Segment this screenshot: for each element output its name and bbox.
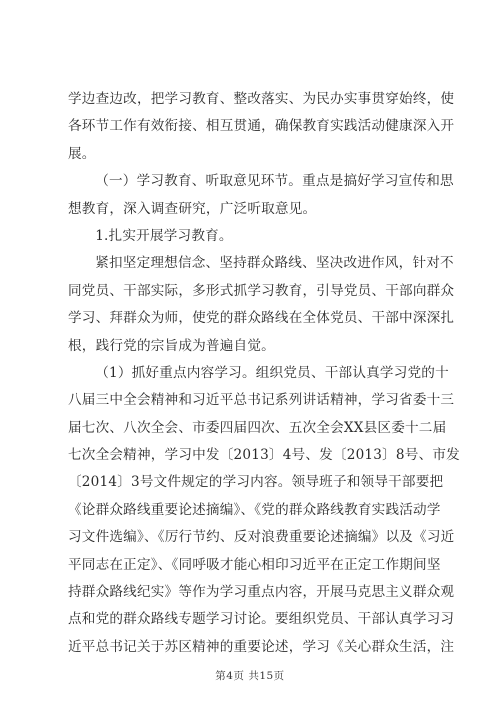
text-line: 近平总书记关于苏区精神的重要论述，学习《关心群众生活，注 xyxy=(68,638,455,655)
text-line: 习文件选编》、《厉行节约、反对浪费重要论述摘编》以及《习近 xyxy=(68,529,455,546)
page-footer: 第4页 共15页 xyxy=(215,670,285,682)
text-line: 点和党的群众路线专题学习讨论。要组织党员、干部认真学习习 xyxy=(68,611,455,628)
text-line: 〔2014〕3号文件规定的学习内容。领导班子和领导干部要把 xyxy=(68,474,444,491)
text-line: 八届三中全会精神和习近平总书记系列讲话精神，学习省委十三 xyxy=(68,392,455,409)
text-line: 展。 xyxy=(68,145,96,162)
text-line: 各环节工作有效衔接、相互贯通，确保教育实践活动健康深入开 xyxy=(68,118,455,135)
text-line: 想教育，深入调查研究，广泛听取意见。 xyxy=(68,200,317,217)
text-line: 根，践行党的宗旨成为普遍自觉。 xyxy=(68,337,275,354)
text-line: 平同志在正定》、《同呼吸才能心相印习近平在正定工作期间坚 xyxy=(68,556,441,573)
text-line: 七次全会精神，学习中发〔2013〕4号、发〔2013〕8号、市发 xyxy=(68,447,460,464)
text-line: 届七次、八次全会、市委四届四次、五次全会XX县区委十二届 xyxy=(68,419,447,436)
text-line: （1）抓好重点内容学习。组织党员、干部认真学习党的十 xyxy=(95,364,449,381)
text-line: 《论群众路线重要论述摘编》、《党的群众路线教育实践活动学 xyxy=(68,501,441,518)
text-line: 学习、拜群众为师，使党的群众路线在全体党员、干部中深深扎 xyxy=(68,310,455,327)
text-line: 同党员、干部实际，多形式抓学习教育，引导党员、干部向群众 xyxy=(68,282,455,299)
text-line: （一）学习教育、听取意见环节。重点是搞好学习宣传和思 xyxy=(95,173,454,190)
document-body xyxy=(68,86,460,661)
text-line: 持群众路线纪实》等作为学习重点内容，开展马克思主义群众观 xyxy=(68,584,455,601)
text-line: 紧扣坚定理想信念、坚持群众路线、坚决改进作风，针对不 xyxy=(95,255,454,272)
text-line: 1.扎实开展学习教育。 xyxy=(95,227,233,244)
text-line: 学边查边改，把学习教育、整改落实、为民办实事贯穿始终，使 xyxy=(68,91,455,107)
